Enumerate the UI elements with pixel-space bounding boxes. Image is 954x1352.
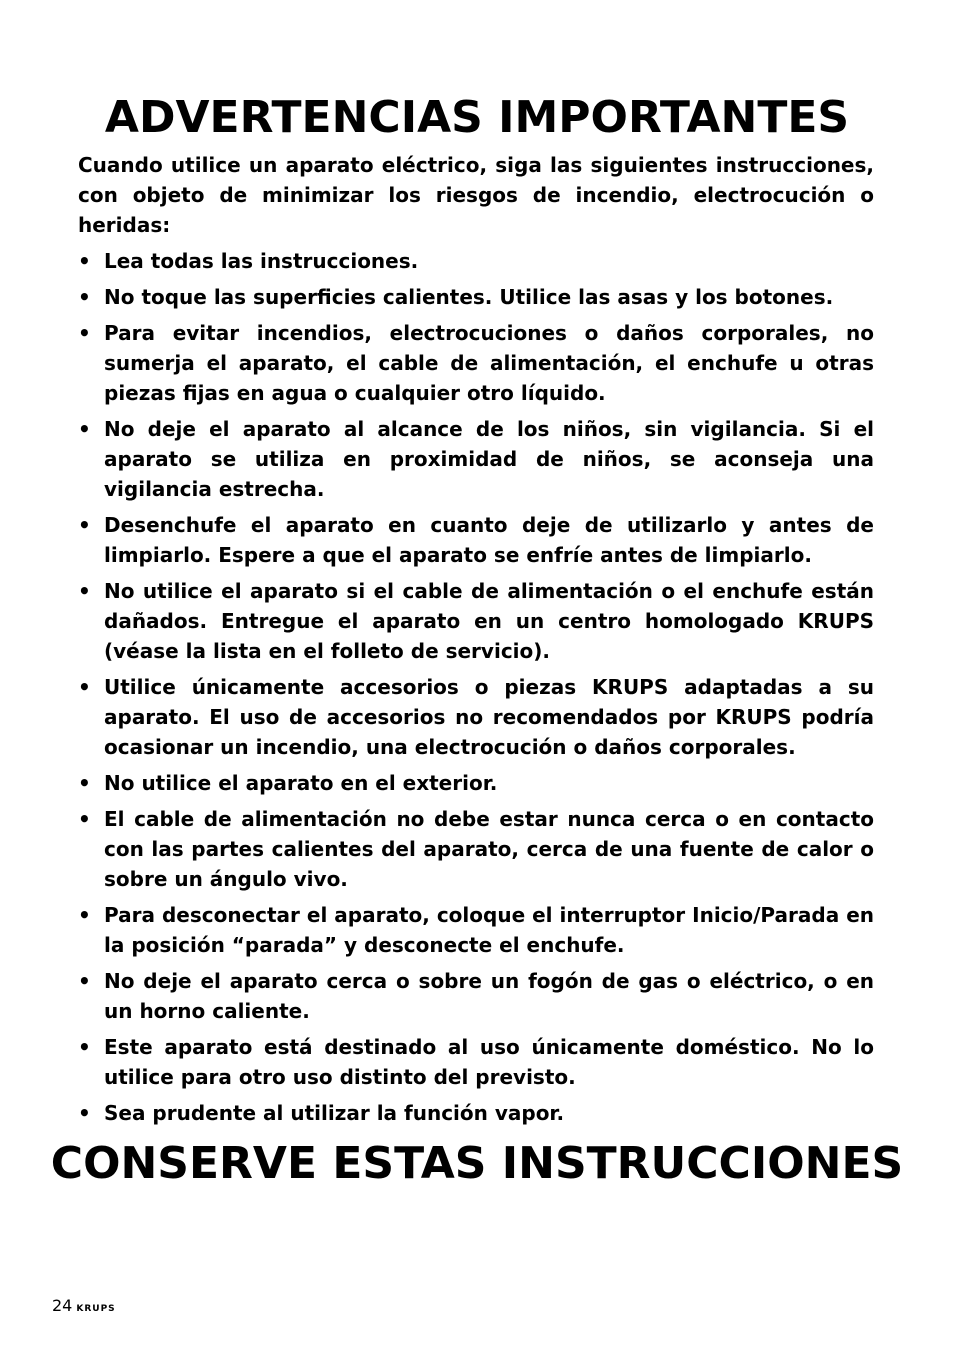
- bullet-icon: •: [78, 1035, 91, 1059]
- intro-paragraph: Cuando utilice un aparato eléctrico, siga las siguientes instrucciones, con objeto de minimizar los riesgos de incendio, electrocución o heridas:: [78, 153, 874, 237]
- list-item: [78, 1032, 874, 1092]
- list-item-text: El cable de alimentación no debe estar nunca cerca o en contacto con las partes calientes del aparato, cerca de una fuente de calor o sobre un ángulo vivo.: [104, 807, 874, 891]
- brand-logo: KRUPS: [76, 1304, 116, 1314]
- warnings-list: [78, 246, 874, 1128]
- bullet-icon: •: [78, 771, 91, 795]
- list-item-text: Sea prudente al utilizar la función vapor.: [104, 1101, 565, 1125]
- bullet-icon: •: [78, 969, 91, 993]
- list-item: [78, 1098, 874, 1128]
- list-item-text: No utilice el aparato en el exterior.: [104, 771, 498, 795]
- list-item-text: Desenchufe el aparato en cuanto deje de utilizarlo y antes de limpiarlo. Espere a que el aparato se enfríe antes de limpiarlo.: [104, 513, 874, 567]
- list-item: [78, 282, 874, 312]
- list-item-text: No toque las superficies calientes. Utilice las asas y los botones.: [104, 285, 834, 309]
- bullet-icon: •: [78, 417, 91, 441]
- list-item: [78, 414, 874, 504]
- bullet-icon: •: [78, 807, 91, 831]
- list-item: [78, 246, 874, 276]
- page-number: 24: [52, 1296, 73, 1315]
- closing-title: CONSERVE ESTAS INSTRUCCIONES: [50, 1138, 904, 1189]
- bullet-icon: •: [78, 513, 91, 537]
- page-footer: [52, 1296, 116, 1319]
- list-item: [78, 318, 874, 408]
- bullet-icon: •: [78, 285, 91, 309]
- list-item-text: No deje el aparato al alcance de los niños, sin vigilancia. Si el aparato se utiliza en proximidad de niños, se aconseja una vigilancia estrecha.: [104, 417, 874, 501]
- list-item-text: Lea todas las instrucciones.: [104, 249, 419, 273]
- list-item-text: Para desconectar el aparato, coloque el interruptor Inicio/Parada en la posición “parada” y desconecte el enchufe.: [104, 903, 874, 957]
- list-item: [78, 576, 874, 666]
- list-item-text: No deje el aparato cerca o sobre un fogón de gas o eléctrico, o en un horno caliente.: [104, 969, 874, 1023]
- bullet-icon: •: [78, 249, 91, 273]
- list-item-text: Para evitar incendios, electrocuciones o daños corporales, no sumerja el aparato, el cable de alimentación, el enchufe u otras piezas fijas en agua o cualquier otro líquido.: [104, 321, 874, 405]
- bullet-icon: •: [78, 321, 91, 345]
- list-item: [78, 510, 874, 570]
- bullet-icon: •: [78, 675, 91, 699]
- list-item: [78, 672, 874, 762]
- list-item: [78, 966, 874, 1026]
- list-item: [78, 900, 874, 960]
- list-item: [78, 768, 874, 798]
- bullet-icon: •: [78, 903, 91, 927]
- list-item-text: No utilice el aparato si el cable de alimentación o el enchufe están dañados. Entregue el aparato en un centro homologado KRUPS (véase la lista en el folleto de servicio).: [104, 579, 874, 663]
- warnings-content: [78, 150, 874, 1134]
- bullet-icon: •: [78, 579, 91, 603]
- bullet-icon: •: [78, 1101, 91, 1125]
- page-title: ADVERTENCIAS IMPORTANTES: [104, 92, 850, 143]
- list-item-text: Utilice únicamente accesorios o piezas KRUPS adaptadas a su aparato. El uso de accesorios no recomendados por KRUPS podría ocasionar un incendio, una electrocución o daños corporales.: [104, 675, 874, 759]
- list-item-text: Este aparato está destinado al uso únicamente doméstico. No lo utilice para otro uso distinto del previsto.: [104, 1035, 874, 1089]
- list-item: [78, 804, 874, 894]
